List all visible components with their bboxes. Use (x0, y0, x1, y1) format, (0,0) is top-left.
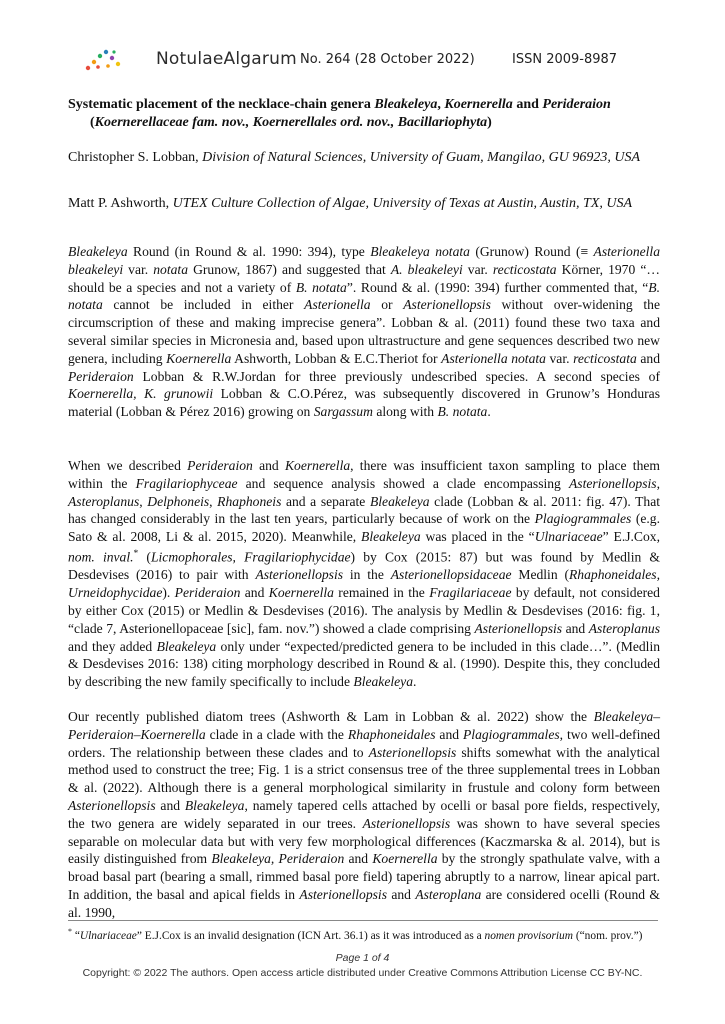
logo-dot (104, 50, 108, 54)
text-run: . (413, 674, 417, 690)
text-run: remained in the (333, 585, 430, 601)
text-run: without over-widening the circumscription of these and making imprecise genera”. Lobban & al. (2011) found these two taxa and several similar species in Micronesia and, based upon ultrastructure and gene sequences described two new genera, including (68, 297, 660, 366)
italic-text-run: Division of Natural Sciences, University of Guam, Mangilao, GU 96923, USA (202, 150, 640, 165)
text-run: and sequence analysis showed a clade encompassing (237, 475, 569, 491)
italic-text-run: Koernerella (444, 97, 513, 112)
italic-text-run: UTEX Culture Collection of Algae, University of Texas at Austin, Austin, TX, USA (172, 196, 633, 211)
italic-text-run: Asterionellopsidaceae (390, 567, 512, 583)
italic-text-run: Bleakeleya (353, 674, 414, 690)
text-run: clade in a clade with the (205, 726, 348, 742)
text-run: ” E.J.Cox, (602, 529, 660, 545)
italic-text-run: B. notata (295, 279, 347, 295)
text-run: and (155, 797, 185, 813)
italic-text-run: Fragilariaceae (429, 585, 512, 601)
italic-text-run: Asterionellopsis (403, 297, 491, 313)
text-run: Medlin ( (511, 567, 569, 583)
italic-text-run: Bleakeleya (369, 493, 430, 509)
text-run: cannot be included in either (102, 297, 305, 313)
text-run: in the (343, 567, 391, 583)
text-run: , (139, 493, 148, 509)
text-run: are considered ocelli (Round & al. 1990, (68, 886, 660, 920)
italic-text-run: Bleakeleya–Perideraion–Koernerella (68, 709, 660, 742)
page-number: Page 1 of 4 (335, 952, 390, 964)
italic-text-run: Bleakeleya (361, 529, 421, 545)
logo-dot (106, 64, 110, 68)
notulae-algarum-logo-icon (84, 48, 124, 74)
text-run: ) (487, 115, 492, 130)
footnote-divider (68, 920, 658, 921)
text-run: and (435, 726, 463, 742)
text-run: ( (138, 549, 151, 565)
italic-text-run: Rhaphoneis (217, 493, 282, 509)
italic-text-run: Koernerella (268, 585, 334, 601)
italic-text-run: Koernerellaceae fam. nov., Koernerellales ord. nov., Bacillariophyta (94, 115, 488, 130)
text-run: and (636, 350, 660, 366)
text-run: Grunow, 1867) and suggested that (188, 261, 391, 277)
logo-dot (86, 66, 90, 70)
text-run: and (252, 458, 285, 473)
italic-text-run: Koernerella, K. grunowii (68, 386, 214, 402)
text-run: shifts somewhat with the analytical method used to construct the tree; Fig. 1 is a strict consensus tree of the three supplemental trees in Lobban & al. (2022). Although there is a general morphological similarity in frustule and colony form between (68, 744, 660, 796)
text-run: Our recently published diatom trees (Ashworth & Lam in Lobban & al. 2022) show the (68, 709, 594, 724)
text-run: var. (462, 261, 493, 277)
text-run: along with (372, 404, 438, 420)
author-affiliation (68, 149, 680, 167)
italic-text-run: Bleakeleya, Perideraion (211, 851, 345, 867)
author-affiliation (68, 195, 680, 213)
logo-dot (96, 65, 100, 69)
italic-text-run: nom. inval. (68, 549, 134, 565)
italic-text-run: Asterionellopsis (474, 620, 563, 636)
italic-text-run: Asterionella notata (441, 350, 546, 366)
text-run: * (133, 548, 139, 559)
italic-text-run: Rhaphoneidales, Urneidophycidae (68, 567, 660, 601)
text-run: and (240, 585, 269, 601)
italic-text-run: Sargassum (313, 404, 373, 420)
text-run: ) by Cox (2015: 87) but was found by Medlin & Desdevises (2016) to pair with (68, 549, 660, 583)
text-run: , (437, 97, 445, 112)
text-run: “ (71, 929, 80, 942)
text-run: Körner, 1970 “…should be a species and not a variety of (68, 261, 660, 295)
text-run: , there was insufficient taxon sampling to place them within the (68, 458, 660, 491)
italic-text-run: Bleakeleya (68, 244, 128, 259)
issue-number: No. 264 (28 October 2022) (300, 52, 475, 67)
italic-text-run: Ulnariaceae (79, 929, 137, 942)
logo-dot (92, 60, 96, 64)
italic-text-run: Asteroplana (415, 886, 482, 902)
logo-dot (110, 56, 114, 60)
text-run: , (656, 475, 660, 491)
italic-text-run: Asteroplanus (68, 493, 140, 509)
text-run: was placed in the “ (420, 529, 535, 545)
italic-text-run: Plagiogrammales (462, 726, 560, 742)
text-run: Round (in Round & al. 1990: 394), type (127, 244, 371, 259)
italic-text-run: Bleakeleya (184, 797, 245, 813)
text-run: ” E.J.Cox is an invalid designation (ICN Art. 36.1) as it was introduced as a (136, 929, 485, 942)
italic-text-run: Bleakeleya (156, 638, 217, 654)
text-run: by the strongly spathulate valve, with a broad basal part (bearing a small, rimmed basal pore field) tapering abruptly to a narrow, linear apical part. In addition, the basal and apical fields in (68, 851, 660, 902)
italic-text-run: Ulnariaceae (534, 529, 603, 545)
body-paragraph (68, 708, 660, 922)
italic-text-run: Asterionellopsis (299, 886, 387, 902)
italic-text-run: Bleakeleya notata (370, 244, 470, 259)
italic-text-run: Bleakeleya (374, 97, 438, 112)
logo-dot (116, 62, 120, 66)
text-run: Lobban & C.O.Pérez, was subsequently discovered in Grunow’s Honduras material (Lobban & Pérez 2016) growing on (68, 386, 660, 420)
copyright-notice: Copyright: © 2022 The authors. Open access article distributed under Creative Commons Attribution License CC BY-NC. (82, 967, 643, 979)
text-run: Christopher S. Lobban, (68, 150, 203, 165)
italic-text-run: Asteroplanus (588, 620, 660, 636)
italic-text-run: Asterionellopsis (362, 815, 451, 831)
text-run: (e.g. Sato & al. 2008, Li & al. 2015, 2020). Meanwhile, (68, 511, 660, 545)
logo-dot (98, 54, 102, 58)
text-run: (“nom. prov.”) (572, 929, 643, 942)
footnote (68, 925, 658, 943)
body-paragraph (68, 457, 660, 691)
text-run: Lobban & R.W.Jordan for three previously undescribed species. A second species of (133, 368, 660, 384)
italic-text-run: Asterionellopsis (568, 475, 657, 491)
italic-text-run: Perideraion (187, 458, 253, 473)
italic-text-run: nomen provisorium (484, 929, 573, 942)
text-run: Ashworth, Lobban & E.C.Theriot for (231, 350, 442, 366)
italic-text-run: Asterionella (304, 297, 371, 313)
italic-text-run: Plagiogrammales (534, 511, 632, 527)
italic-text-run: A. bleakeleyi (390, 261, 463, 277)
italic-text-run: Licmophorales, Fragilariophycidae (150, 549, 351, 565)
text-run: Systematic placement of the necklace-chain genera (68, 97, 375, 112)
italic-text-run: Asterionellopsis (68, 797, 156, 813)
logo-dot (112, 50, 115, 53)
text-run: ”. Round & al. (1990: 394) further commented that, “ (346, 279, 649, 295)
italic-text-run: Perideraion (68, 368, 134, 384)
text-run: was shown to have several species separable on molecular data but with very few morphological differences (Kaczmarska & al. 2014), but is easily distinguished from (68, 815, 660, 867)
italic-text-run: Delphoneis (147, 493, 210, 509)
italic-text-run: B. notata (68, 279, 660, 313)
text-run: var. (123, 261, 154, 277)
text-run: clade (Lobban & al. 2011: fig. 47). That has changed considerably in the last ten years, particularly because of work on the (68, 493, 661, 527)
italic-text-run: recticostata (573, 350, 637, 366)
text-run: var. (545, 350, 574, 366)
text-run: , two well-defined orders. The relationship between these clades and to (68, 726, 660, 760)
text-run: ). (162, 585, 175, 601)
italic-text-run: Perideraion (174, 585, 241, 601)
text-run: only under “expected/predicted genera to be included in this clade…”. (Medlin & Desdevises 2016: 138) citing morphology described in Round & al. (1990). Despite this, they concluded by describing the new family specifically to include (68, 638, 661, 690)
journal-name: NotulaeAlgarum (156, 49, 297, 69)
text-run: . (487, 404, 491, 420)
text-run: and a separate (281, 493, 370, 509)
body-paragraph (68, 243, 660, 421)
text-run: When we described (68, 458, 188, 473)
text-run: Matt P. Ashworth, (68, 196, 173, 211)
article-title (68, 96, 680, 132)
italic-text-run: Asterionellopsis (255, 567, 344, 583)
italic-text-run: Rhaphoneidales (347, 726, 436, 742)
text-run: by default, not considered by either Cox (2015) or Medlin & Desdevises (2016). The analysis by Medlin & Desdevises (2016: fig. 1, “clade 7, Asterionellopaceae [sic], fam. nov.”) showed a clade comprising (68, 585, 660, 636)
journal-header (68, 44, 657, 74)
italic-text-run: recticostata (492, 261, 557, 277)
issn: ISSN 2009-8987 (512, 52, 618, 67)
text-run: and (387, 886, 416, 902)
italic-text-run: B. notata (437, 404, 488, 420)
italic-text-run: notata (153, 261, 188, 277)
text-run: ( (90, 115, 95, 130)
text-run: and they added (68, 638, 157, 654)
text-run: and (344, 851, 373, 867)
italic-text-run: Asterionellopsis (368, 744, 457, 760)
italic-text-run: Asterionella bleakeleyi (68, 244, 660, 277)
text-run: , (209, 493, 218, 509)
text-run: (Grunow) Round (≡ (469, 244, 594, 259)
italic-text-run: Koernerella (166, 350, 232, 366)
text-run: and (512, 97, 543, 112)
italic-text-run: Fragilariophyceae (135, 475, 238, 491)
italic-text-run: Perideraion (542, 97, 611, 112)
italic-text-run: Koernerella (372, 851, 438, 867)
italic-text-run: Koernerella (284, 458, 351, 473)
text-run: * (68, 927, 72, 936)
text-run: or (370, 297, 404, 313)
text-run: and (562, 620, 589, 636)
text-run: , namely tapered cells attached by ocelli or basal pore fields, respectively, the two genera are widely separated in our trees. (68, 797, 660, 831)
